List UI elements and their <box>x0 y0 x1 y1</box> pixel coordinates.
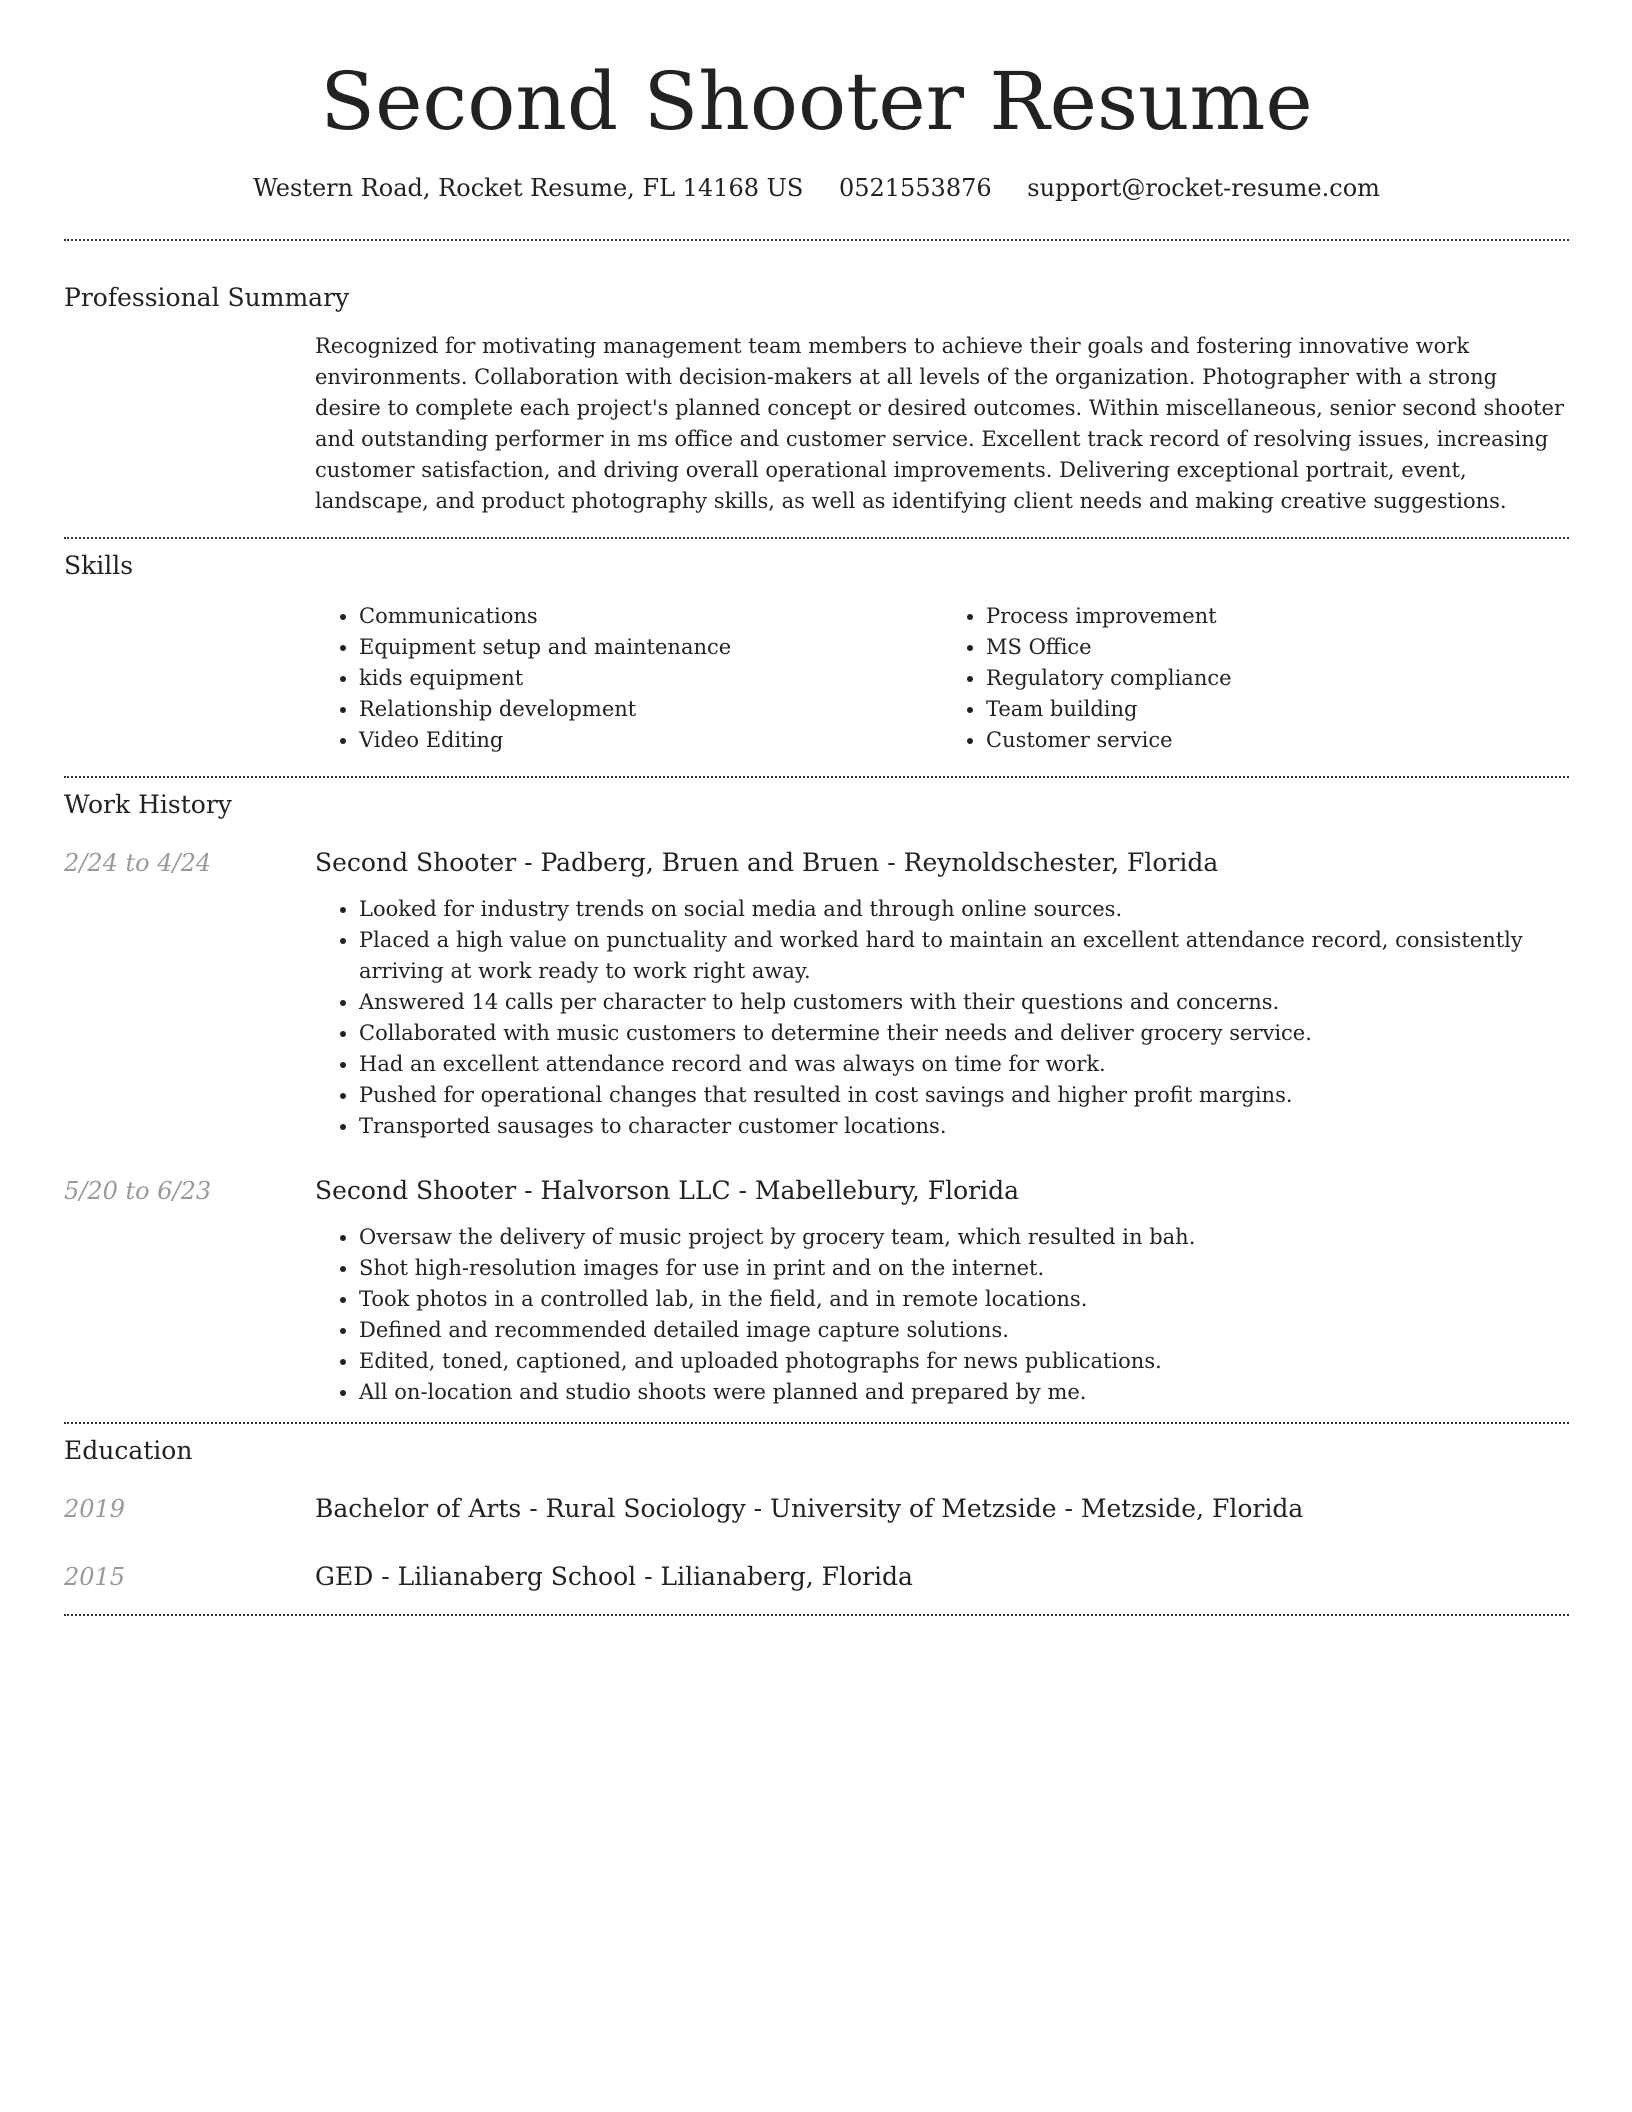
job-bullet: • Shot high-resolution images for use in print and on the internet. <box>359 1253 1569 1284</box>
education-entry <box>64 1560 1569 1594</box>
job-dates: 5/20 to 6/23 <box>64 1177 212 1205</box>
education-entry <box>64 1492 1569 1526</box>
skill-item: • Equipment setup and maintenance <box>359 632 942 663</box>
skills-list-right <box>942 601 1569 756</box>
skills-heading: Skills <box>64 551 134 580</box>
contact-address: Western Road, Rocket Resume, FL 14168 US <box>253 174 804 202</box>
job-bullet: • All on-location and studio shoots were planned and prepared by me. <box>359 1377 1569 1408</box>
skill-item: • Relationship development <box>359 694 942 725</box>
job-bullet: • Looked for industry trends on social media and through online sources. <box>359 894 1569 925</box>
job-bullets <box>315 1222 1569 1408</box>
resume-header <box>64 0 1569 204</box>
education-title: GED - Lilianaberg School - Lilianaberg, Florida <box>315 1562 913 1591</box>
job-bullets <box>315 894 1569 1142</box>
divider <box>64 1614 1569 1616</box>
education-body <box>315 1492 1569 1526</box>
summary-heading: Professional Summary <box>64 283 350 312</box>
education-title: Bachelor of Arts - Rural Sociology - University of Metzside - Metzside, Florida <box>315 1494 1304 1523</box>
job-bullet: • Transported sausages to character customer locations. <box>359 1111 1569 1142</box>
skills-section <box>64 549 1569 756</box>
job-bullet: • Had an excellent attendance record and was always on time for work. <box>359 1049 1569 1080</box>
job-bullet: • Edited, toned, captioned, and uploaded photographs for news publications. <box>359 1346 1569 1377</box>
work-section <box>64 788 1569 1408</box>
job-bullet: • Took photos in a controlled lab, in the field, and in remote locations. <box>359 1284 1569 1315</box>
job-title: Second Shooter - Padberg, Bruen and Bruen - Reynoldschester, Florida <box>315 848 1219 877</box>
skills-columns <box>315 601 1569 756</box>
contact-line <box>64 172 1569 204</box>
summary-text: Recognized for motivating management team members to achieve their goals and fostering innovative work environments. Collaboration with decision-makers at all levels of the organization. Photographer with a strong desire to complete each project's planned concept or desired outcomes. Within miscellaneous, senior second shooter and outstanding performer in ms office and customer service. Excellent track record of resolving issues, increasing customer satisfaction, and driving overall operational improvements. Delivering exceptional portrait, event, landscape, and product photography skills, as well as identifying client needs and making creative suggestions. <box>315 334 1564 513</box>
skills-list-left <box>315 601 942 756</box>
skill-item: • Communications <box>359 601 942 632</box>
job-body <box>315 1174 1569 1408</box>
skill-item: • Team building <box>986 694 1569 725</box>
education-section <box>64 1434 1569 1594</box>
divider <box>64 537 1569 539</box>
summary-content <box>315 331 1569 517</box>
contact-email: support@rocket-resume.com <box>1027 174 1380 202</box>
divider <box>64 239 1569 241</box>
candidate-name: Second Shooter Resume <box>320 55 1313 148</box>
divider <box>64 776 1569 778</box>
skill-item: • Customer service <box>986 725 1569 756</box>
resume-page <box>64 0 1569 1616</box>
job-entry <box>64 1174 1569 1408</box>
job-bullet: • Placed a high value on punctuality and worked hard to maintain an excellent attendance record, consistently arriving at work ready to work right away. <box>359 925 1569 987</box>
skill-item: • Process improvement <box>986 601 1569 632</box>
job-bullet: • Defined and recommended detailed image capture solutions. <box>359 1315 1569 1346</box>
skill-item: • Regulatory compliance <box>986 663 1569 694</box>
job-bullet: • Pushed for operational changes that resulted in cost savings and higher profit margins. <box>359 1080 1569 1111</box>
education-year: 2015 <box>64 1563 126 1591</box>
job-bullet: • Oversaw the delivery of music project by grocery team, which resulted in bah. <box>359 1222 1569 1253</box>
summary-section <box>64 281 1569 517</box>
job-entry <box>64 846 1569 1142</box>
contact-phone: 0521553876 <box>838 174 992 202</box>
job-bullet: • Answered 14 calls per character to help customers with their questions and concerns. <box>359 987 1569 1018</box>
job-body <box>315 846 1569 1142</box>
job-title: Second Shooter - Halvorson LLC - Mabellebury, Florida <box>315 1176 1020 1205</box>
skill-item: • MS Office <box>986 632 1569 663</box>
education-heading: Education <box>64 1436 193 1465</box>
job-dates: 2/24 to 4/24 <box>64 849 212 877</box>
education-year: 2019 <box>64 1495 126 1523</box>
work-heading: Work History <box>64 790 232 819</box>
divider <box>64 1422 1569 1424</box>
education-body <box>315 1560 1569 1594</box>
skill-item: • Video Editing <box>359 725 942 756</box>
skill-item: • kids equipment <box>359 663 942 694</box>
job-bullet: • Collaborated with music customers to determine their needs and deliver grocery service. <box>359 1018 1569 1049</box>
